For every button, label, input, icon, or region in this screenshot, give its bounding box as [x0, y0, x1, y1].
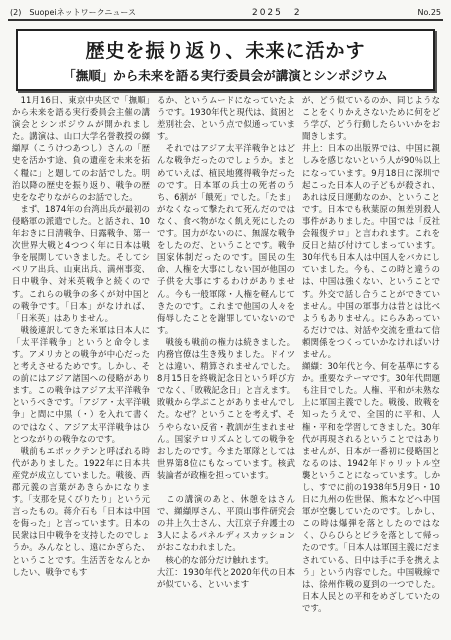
issue-date: 2025 2 — [251, 8, 302, 18]
page-header — [8, 6, 443, 21]
article-column-2: るか、というムードになっていたようです。1930年代と現代は、貧困と差別社会、という点で似通っています。 それではアジア太平洋戦争とはどんな戦争だったのでしょうか。まとめていえば、植民地獲得戦争だったのです。日本軍の兵士の死者のうち、6割が「餓死」でした。「たま」がなくなって撃たれて死んだのではなく、食べ物がなく飢え死にしたのです。国力がないのに、無謀な戦争をしたのだ、ということです。戦争国家体制だったのです。国民の生命、人権を大事にしない国が他国の子供を大事にするわけがありません。今も一般軍隊・人権を軽んじてきたのです。これまで他国の人々を侮辱したことを謝罪していないのです。 戦後も戦前の権力は続きました。内務官僚は生き残りました。ドイツとは違い、精算されませんでした。8月15日を終戦記念日という呼び方でなく、「敗戦記念日」と言えます。敗戦から学ぶことがありませんでした。なぜ？ということを考えず、そうやらない反省・教訓が生まれません。国家テロリズムとしての戦争をおしたのです。今また軍隊としては世界第8位にもなっています。核武装論者が政権を担っています。 この講演のあと、休憩をはさんで、纐纈厚さん、平頂山事件研究会の井上久士さん、大江京子弁護士の3人によるパネルディスカッションがおこなわれました。 核心的な部分だけ触れます。 大江：1930年代と2020年代の日本が似ている、といいます — [157, 95, 295, 589]
issue-label: (2) Suopeiネットワークニュース — [10, 8, 137, 17]
article-body — [12, 94, 440, 630]
issue-number: No.25 — [417, 8, 441, 17]
headline-title: 歴史を振り返り、未来に活かす — [85, 40, 366, 62]
article-column-3: が、どう似ているのか、同じようなことをくりかえさないために何をどう学び、どう行動したらいいかをお聞きします。 井上：日本の出版界では、中国に親しみを感じないという人が90％以上になっています。9月18日に深圳で起こった日本人の子どもが殺され、あれは反日運動なのか、ということです。日本でも秋葉原の無差別殺人事件がありました。中国では「反社会報復テロ」と言われます。これを反日と結び付けてしまっています。30年代も日本人は中国人をバカにしていました。今も、この時と違うのは、中国は強くない、ということです。外交で話し合うことができていません。中国の軍事力は昔とは比べようもありません。にらみあっているだけでは、対話や交流を重ねて信頼関係をつくっていかなければいけません。 纐纈：30年代と今、何を基準にするか。重要なテーマです。30年代問題も注目でした。人権、平和が未熟な上に軍国主義でした。戦後、敗戦を知ったうえで、全国的に平和、人権・平和を学習してきました。30年代が再現されるということではありませんが、日本が一番初に侵略国となるのは、1942年ドゥリットル空襲ということになっています。しかし、すでに前の1938年5月9日・10日に九州の佐世保、熊本などへ中国軍が空襲していたのです。しかし、この時は爆弾を落としたのではなく、ひらひらとビラを落として帰ったのです。「日本人は軍国主義にだまされている、日中は手に手を携えよう」という内容でした。中国戦線では、徐州作戦の夏到の一つでした。日本人民との平和をめざしていたのです。 — [302, 95, 440, 613]
newsletter-page — [8, 6, 443, 634]
headline-box — [16, 29, 435, 91]
article-column-1: 11月16日、東京中央区で「撫順」から未来を語る実行委員会主催の講演会とシンポジウムが開かれました。講演は、山口大学名誉教授の纐纈厚（こうけつあつし）さんの「歴史を活かす途、負の遺産を未来を拓く糧に」と題してのお話でした。明治以降の歴史を振り返り、戦争の歴史をなぞりながらのお話でした。 まず、1874年の台湾出兵が最初の侵略軍の派遣でした。と話され、10年おきに日清戦争、日露戦争、第一次世界大戦と4つつく年に日本は戦争を展開していきました。そしてシベリア出兵、山東出兵、満州事変、日中戦争、対米英戦争と続くのです。これらの戦争の多くが対中国との戦争です。「日本」がなければ、「日米英」はありません。 戦後連訳してきた米軍は日本人に「太平洋戦争」というと命令します。アメリカとの戦争が中心だったと考えさせるためです。しかし、その前にはアジア諸国への侵略があります。この戦争はアジア太平洋戦争というべきです。「アジア・太平洋戦争」と間に中黒（・）を入れて書くのではなく、アジア太平洋戦争はひとつながりの戦争なのです。 戦前もエポックテンと呼ばれる時代がありました。1922年に日本共産党が成立していました。戦後、西郡元義の言葉があきらかになります。「支那を見くびりたり」という元言ったもの。蒋介石も「日本は中国を侮った」と言っています。日本の民衆は日中戦争を支持したのでしょうか。みんなとし、遠にかぎらた、ということです。生活苦をなんとかしたい、戦争でもす — [12, 95, 150, 577]
headline-subtitle: 「撫順」から未来を語る実行委員会が講演とシンポジウム — [63, 68, 388, 83]
